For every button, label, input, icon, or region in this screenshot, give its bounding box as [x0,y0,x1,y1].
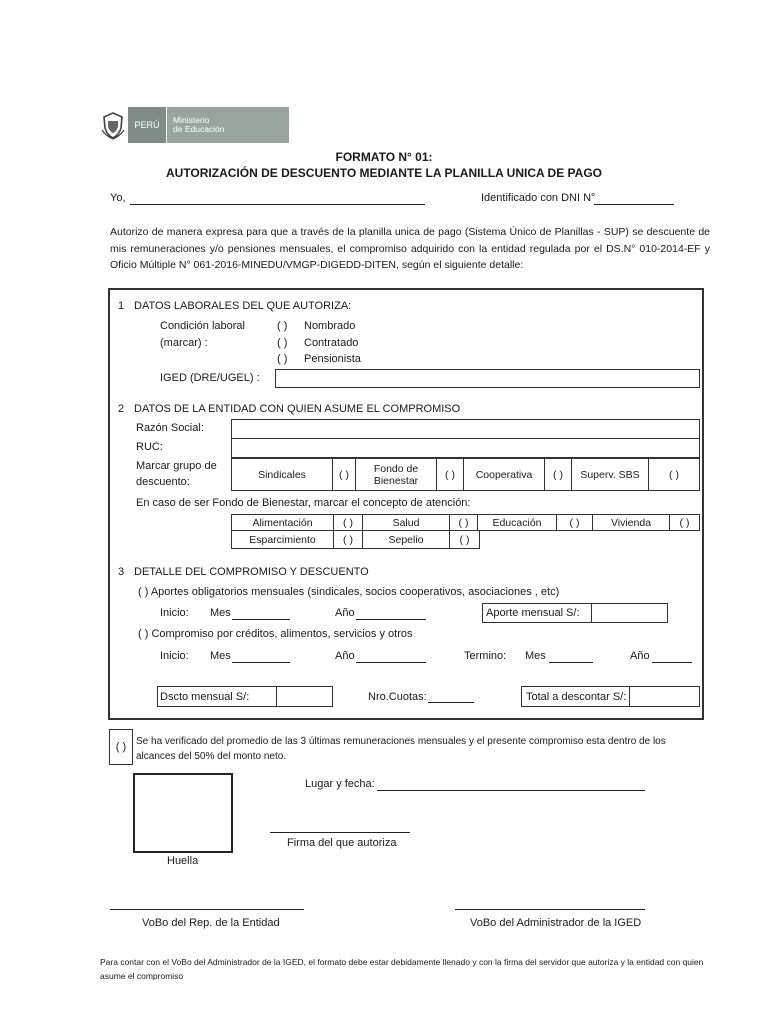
termino-mes-label: Mes [525,650,546,662]
total-label: Total a descontar S/: [526,691,627,703]
aportes-mes-label: Mes [210,607,231,619]
form-title: AUTORIZACIÓN DE DESCUENTO MEDIANTE LA PLANILLA UNICA DE PAGO [165,166,602,180]
nombrado-checkbox[interactable]: ( ) [277,320,288,332]
nombrado-label: Nombrado [304,320,356,332]
iged-field[interactable] [275,369,700,388]
razon-social-label: Razón Social: [136,422,204,434]
section1-number: 1 [118,300,125,312]
compromiso-option[interactable]: ( ) Compromiso por créditos, alimentos, servicios y otros [138,628,413,640]
compromiso-mes-field[interactable] [232,662,290,663]
esparcimiento-cell: Esparcimiento [232,531,334,549]
pensionista-checkbox[interactable]: ( ) [277,353,288,365]
sbs-checkbox[interactable]: ( ) [649,459,700,491]
dscto-mensual-label: Dscto mensual S/: [160,691,250,703]
dni-field[interactable] [594,204,674,205]
salud-checkbox[interactable]: ( ) [450,515,478,531]
cooperativa-checkbox[interactable]: ( ) [545,459,572,491]
termino-mes-field[interactable] [549,662,593,663]
ruc-field[interactable] [231,439,700,458]
aportes-mes-field[interactable] [232,619,290,620]
vivienda-cell: Vivienda [593,515,670,531]
compromiso-anio-label: Año [335,650,355,662]
fondo-label-2: Bienestar [373,474,419,487]
grupo-label-1: Marcar grupo de [136,460,217,472]
section3-number: 3 [118,566,125,578]
grupo-label-2: descuento: [136,476,190,488]
ministry-logo [98,107,289,143]
sepelio-checkbox[interactable]: ( ) [450,531,480,549]
aportes-anio-field[interactable] [356,619,426,620]
ministry-name [167,107,289,143]
ministry-line-1: Ministerio [173,115,210,125]
vobo-rep-line[interactable] [110,909,304,910]
condicion-label: Condición laboral [160,320,245,332]
vivienda-checkbox[interactable]: ( ) [670,515,700,531]
educacion-cell: Educación [478,515,557,531]
sepelio-cell: Sepelio [363,531,450,549]
sindicales-cell: Sindicales [232,459,333,491]
yo-label: Yo, [110,192,126,204]
compromiso-mes-label: Mes [210,650,231,662]
huella-label: Huella [167,855,199,867]
grupo-descuento-table [231,458,700,491]
lugar-fecha-label: Lugar y fecha: [305,778,375,790]
educacion-checkbox[interactable]: ( ) [557,515,593,531]
huella-box[interactable] [133,773,233,853]
sbs-cell: Superv. SBS [572,459,649,491]
coat-of-arms-icon [98,107,128,143]
salud-cell: Salud [363,515,450,531]
esparcimiento-checkbox[interactable]: ( ) [334,531,363,549]
verify-text: Se ha verificado del promedio de las 3 últimas remuneraciones mensuales y el presente compromiso esta dentro de los alcances del 50% del monto neto. [136,736,666,762]
section3-title: DETALLE DEL COMPROMISO Y DESCUENTO [134,566,369,578]
vobo-rep-label: VoBo del Rep. de la Entidad [142,917,280,929]
form-number-title: FORMATO N° 01: [335,150,433,164]
section1-title: DATOS LABORALES DEL QUE AUTORIZA: [134,300,352,312]
fondo-checkbox[interactable]: ( ) [437,459,464,491]
aportes-anio-label: Año [335,607,355,619]
compromiso-inicio-label: Inicio: [160,650,189,662]
fondo-bienestar-cell [356,459,437,491]
aporte-mensual-label: Aporte mensual S/: [486,607,580,619]
contratado-label: Contratado [304,337,359,349]
termino-anio-label: Año [630,650,650,662]
alimentacion-checkbox[interactable]: ( ) [334,515,363,531]
vobo-admin-label: VoBo del Administrador de la IGED [470,917,642,929]
firma-line[interactable] [270,832,410,833]
ruc-label: RUC: [136,441,163,453]
lugar-fecha-field[interactable] [377,790,645,791]
vobo-admin-line[interactable] [455,909,645,910]
alimentacion-cell: Alimentación [232,515,334,531]
pensionista-label: Pensionista [304,353,361,365]
fondo-label-1: Fondo de [373,462,419,475]
concepto-table-row1 [231,514,700,531]
concepto-table-row2 [231,531,480,549]
marcar-label: (marcar) : [160,337,208,349]
name-field[interactable] [130,204,425,205]
cuotas-field[interactable] [428,702,474,703]
section2-title: DATOS DE LA ENTIDAD CON QUIEN ASUME EL COMPROMISO [134,403,461,415]
termino-anio-field[interactable] [652,662,692,663]
razon-social-field[interactable] [231,419,700,439]
aportes-option[interactable]: ( ) Aportes obligatorios mensuales (sindicales, socios cooperativos, asociaciones , etc) [138,586,560,598]
compromiso-anio-field[interactable] [356,662,426,663]
verify-checkbox[interactable]: ( ) [109,729,133,765]
cuotas-label: Nro.Cuotas: [368,691,427,703]
footer-note: Para contar con el VoBo del Administrador de la IGED, el formato debe estar debidamente llenado y con la firma del servidor que autoriza y la entidad con quien asume el compromiso [100,957,704,981]
cooperativa-cell: Cooperativa [464,459,545,491]
peru-label: PERÚ [128,107,167,143]
termino-label: Termino: [464,650,507,662]
iged-label: IGED (DRE/UGEL) : [160,372,260,384]
section2-number: 2 [118,403,125,415]
fondo-note: En caso de ser Fondo de Bienestar, marcar el concepto de atención: [136,497,471,509]
aportes-inicio-label: Inicio: [160,607,189,619]
sindicales-checkbox[interactable]: ( ) [333,459,356,491]
dni-label: Identificado con DNI N° [481,192,596,204]
contratado-checkbox[interactable]: ( ) [277,337,288,349]
ministry-line-2: de Educación [173,124,225,134]
firma-label: Firma del que autoriza [287,837,397,849]
authorization-paragraph: Autorizo de manera expresa para que a través de la planilla unica de pago (Sistema Único de Planillas - SUP) se descuente de mis remuneraciones y/o pensiones mensuales, el compromiso adquirido con la entidad regulada por el DS.N° 010-2014-EF y Oficio Múltiple N° 061-2016-MINEDU/VMGP-DIGEDD-DITEN, según el siguiente detalle: [110,226,710,271]
